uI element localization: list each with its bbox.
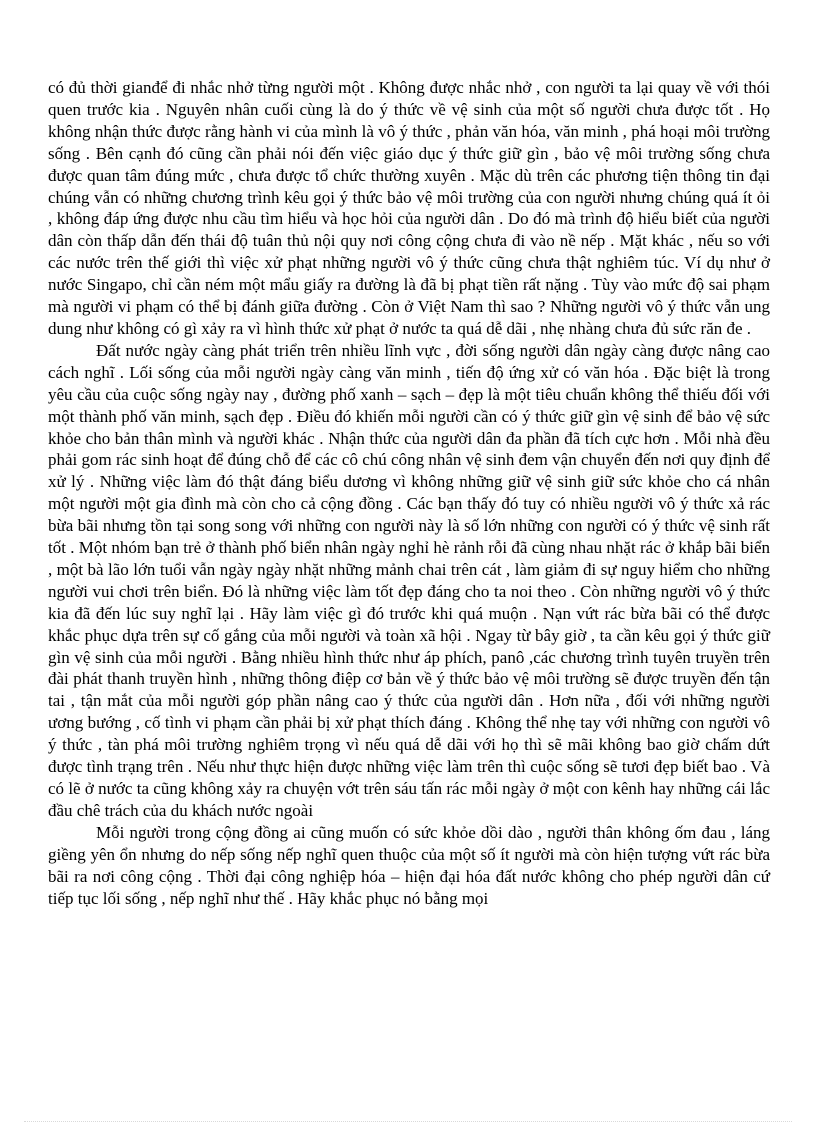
document-body (48, 77, 770, 909)
paragraph-continuation: có đủ thời gianđể đi nhắc nhở từng người một . Không được nhắc nhở , con người ta lại quay về với thói quen trước kia . Nguyên nhân cuối cùng là do ý thức về vệ sinh của một số người chưa được tốt . Họ không nhận thức được rằng hành vi của mình là vô ý thức , phản văn hóa, văn minh , phá hoại môi trường sống . Bên cạnh đó cũng cần phải nói đến việc giáo dục ý thức giữ gìn , bảo vệ môi trường sống chưa được quan tâm đúng mức , chưa được tổ chức thường xuyên . Mặc dù trên các phương tiện thông tin đại chúng vẫn có những chương trình kêu gọi ý thức bảo vệ môi trường của con người nhưng chúng quá ít ỏi , không đáp ứng được nhu cầu tìm hiểu và học hỏi của người dân . Do đó mà trình độ hiểu biết của người dân còn thấp dẫn đến thái độ tuân thủ nội quy nơi công cộng chưa đi vào nề nếp . Mặt khác , nếu so với các nước trên thế giới thì việc xử phạt những người vô ý thức cũng chưa thật nghiêm túc. Ví dụ như ở nước Singapo, chỉ cần ném một mẩu giấy ra đường là đã bị phạt tiền rất nặng . Tùy vào mức độ sai phạm mà người vi phạm có thể bị đánh giữa đường . Còn ở Việt Nam thì sao ? Những người vô ý thức vẫn ung dung như không có gì xảy ra vì hình thức xử phạt ở nước ta quá dễ dãi , nhẹ nhàng chưa đủ sức răn đe . (48, 78, 770, 338)
page-bottom-divider (24, 1121, 792, 1122)
paragraph-community: Mỗi người trong cộng đồng ai cũng muốn có sức khỏe dồi dào , người thân không ốm đau , láng giềng yên ổn nhưng do nếp sống nếp nghĩ quen thuộc của một số ít người mà còn hiện tượng vứt rác bừa bãi ra nơi công cộng . Thời đại công nghiệp hóa – hiện đại hóa đất nước không cho phép người dân cứ tiếp tục lối sống , nếp nghĩ như thế . Hãy khắc phục nó bằng mọi (48, 822, 770, 908)
paragraph-development: Đất nước ngày càng phát triển trên nhiều lĩnh vực , đời sống người dân ngày càng được nâng cao cách nghĩ . Lối sống của mỗi người ngày càng văn minh , tiến độ ứng xử có văn hóa . Đặc biệt là trong yêu cầu của cuộc sống ngày nay , đường phố xanh – sạch – đẹp là một tiêu chuẩn không thể thiếu đối với một thành phố văn minh, sạch đẹp . Điều đó khiến mỗi người cần có ý thức giữ gìn vệ sinh để bảo vệ sức khỏe cho bản thân mình và người khác . Nhận thức của người dân đa phần đã tích cực hơn . Mỗi nhà đều phải gom rác sinh hoạt để đúng chỗ để các cô chú công nhân vệ sinh đem vận chuyển đến nơi quy định để xử lý . Những việc làm đó thật đáng biểu dương vì không những giữ vệ sinh giữ sức khỏe cho cá nhân một người một gia đình mà còn cho cả cộng đồng . Các bạn thấy đó tuy có nhiều người vô ý thức xả rác bừa bãi nhưng tồn tại song song với những con người này là số lớn những con người có ý thức vệ sinh rất tốt . Một nhóm bạn trẻ ở thành phố biển nhân ngày nghỉ hè rảnh rỗi đã cùng nhau nhặt rác ở khắp bãi biển , một bà lão lớn tuổi vẫn ngày ngày nhặt những mảnh chai trên cát , làm giảm đi sự nguy hiểm cho những người vui chơi trên biển. Đó là những việc làm tốt đẹp đáng cho ta noi theo . Còn những người vô ý thức kia đã đến lúc suy nghĩ lại . Hãy làm việc gì đó trước khi quá muộn . Nạn vứt rác bừa bãi có thể được khắc phục dựa trên sự cố gắng của mỗi người và toàn xã hội . Ngay từ bây giờ , ta cần kêu gọi ý thức giữ gìn vệ sinh của mỗi người . Bằng nhiều hình thức như áp phích, panô ,các chương trình tuyên truyền trên đài phát thanh truyền hình , những thông điệp cơ bản về ý thức bảo vệ môi trường sẽ được truyền đến tận tai , tận mắt của mỗi người góp phần nâng cao ý thức của người dân . Hơn nữa , đối với những người ương bướng , cố tình vi phạm cần phải bị xử phạt thích đáng . Không thể nhẹ tay với những con người vô ý thức , tàn phá môi trường nghiêm trọng vì nếu quá dễ dãi với họ thì sẽ mãi không bao giờ chấm dứt được tình trạng trên . Nếu như thực hiện được những việc làm trên thì cuộc sống sẽ tươi đẹp biết bao . Và có lẽ ở nước ta cũng không xảy ra chuyện vớt trên sáu tấn rác mỗi ngày ở một con kênh hay những cái lắc đầu chê trách của du khách nước ngoài (48, 340, 770, 820)
